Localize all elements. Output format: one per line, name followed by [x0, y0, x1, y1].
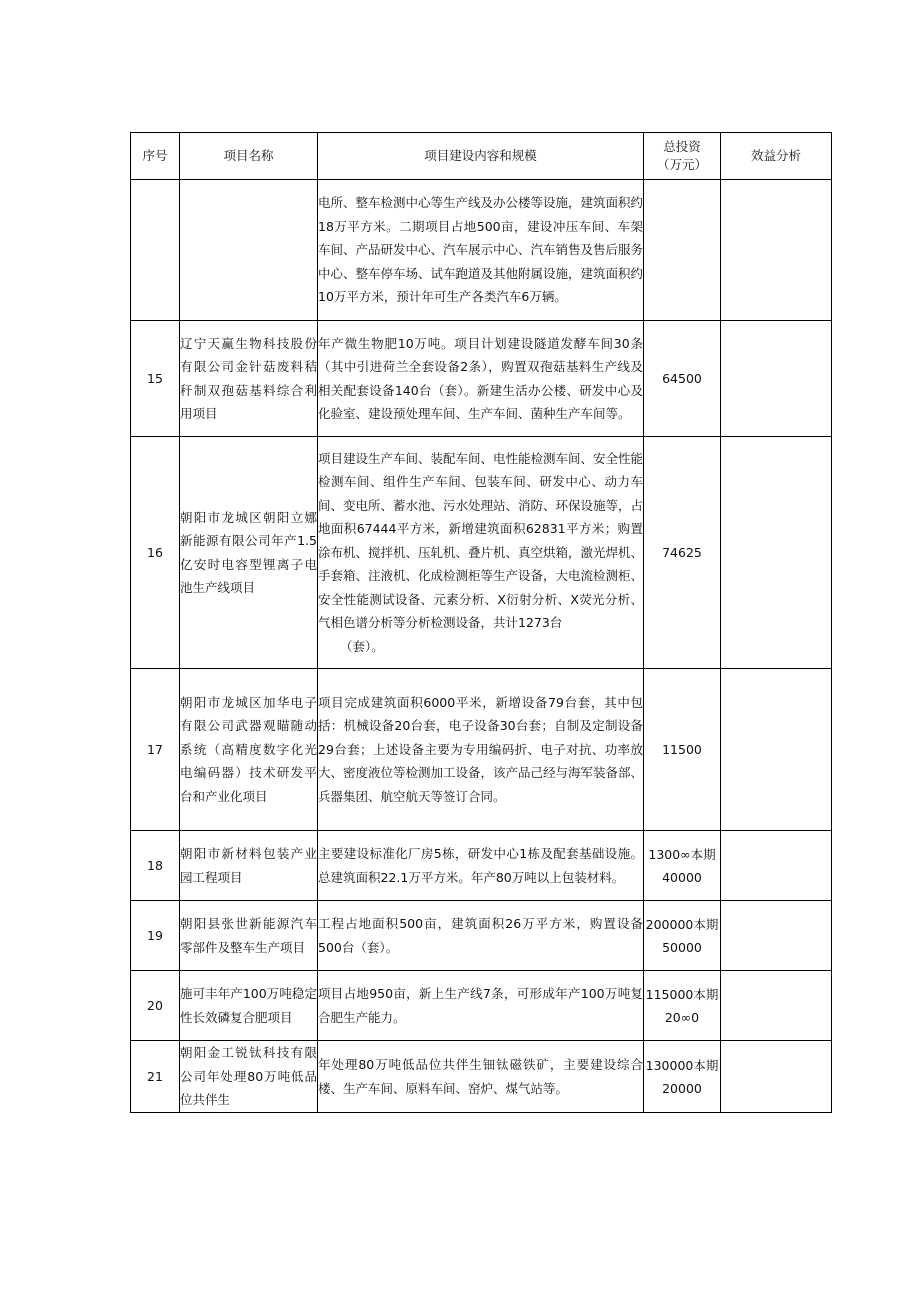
- header-seq: 序号: [131, 133, 180, 180]
- row-investment-total: 200000本期: [645, 916, 719, 932]
- row-content: 工程占地面积500亩，建筑面积26万平方米，购置设备500台（套）。: [318, 901, 644, 971]
- header-benefit: 效益分析: [721, 133, 832, 180]
- table-row: [131, 437, 832, 669]
- header-investment-line2: （万元）: [656, 157, 707, 172]
- row-content-last: （套）。: [340, 638, 384, 654]
- row-seq: 17: [131, 669, 180, 831]
- row-name: [180, 180, 318, 321]
- row-name: 朝阳市龙城区朝阳立娜新能源有限公司年产1.5亿安时电容型锂离子电池生产线项目: [180, 437, 318, 669]
- row-investment-total: 1300∞本期: [648, 846, 716, 862]
- row-benefit: [721, 1041, 832, 1113]
- row-investment: [644, 831, 721, 901]
- header-investment: [644, 133, 721, 180]
- row-seq: 21: [131, 1041, 180, 1113]
- row-content: 电所、整车检测中心等生产线及办公楼等设施，建筑面积约18万平方米。二期项目占地500亩，建设冲压车间、车架车间、产品研发中心、汽车展示中心、汽车销售及售后服务中心、整车停车场、试车跑道及其他附属设施，建筑面积约10万平方米，预计年可生产各类汽车6万辆。: [318, 180, 644, 321]
- row-benefit: [721, 669, 832, 831]
- row-content: 主要建设标准化厂房5栋，研发中心1栋及配套基础设施。总建筑面积22.1万平方米。年产80万吨以上包装材料。: [318, 831, 644, 901]
- table-header-row: [131, 133, 832, 180]
- project-table: [130, 132, 832, 1113]
- row-seq: 18: [131, 831, 180, 901]
- row-name: 朝阳市新材料包装产业园工程项目: [180, 831, 318, 901]
- table-row: [131, 971, 832, 1041]
- row-investment-period: 40000: [662, 869, 702, 885]
- row-investment-total: 64500: [662, 371, 702, 386]
- row-investment-total: 74625: [662, 545, 702, 560]
- row-investment-period: 20∞0: [664, 1009, 700, 1025]
- row-investment-total: 115000本期: [645, 986, 719, 1002]
- table-row: [131, 321, 832, 437]
- row-content: 项目完成建筑面积6000平米，新增设备79台套，其中包括：机械设备20台套，电子设备30台套；自制及定制设备29台套；上述设备主要为专用编码折、电子对抗、功率放大、密度液位等检测加工设备，该产品己经与海军装备部、兵器集团、航空航天等签订合同。: [318, 669, 644, 831]
- row-name: 施可丰年产100万吨稳定性长效磷复合肥项目: [180, 971, 318, 1041]
- header-name: 项目名称: [180, 133, 318, 180]
- row-investment: [644, 901, 721, 971]
- row-benefit: [721, 901, 832, 971]
- row-investment-period: 20000: [662, 1080, 702, 1096]
- row-benefit: [721, 180, 832, 321]
- row-name: 朝阳金工锐钛科技有限公司年处理80万吨低品位共伴生: [180, 1041, 318, 1113]
- row-investment: [644, 437, 721, 669]
- table-row: [131, 1041, 832, 1113]
- row-content: 年处理80万吨低品位共伴生钿钛磁铁矿，主要建设综合楼、生产车间、原料车间、窑炉、煤气站等。: [318, 1041, 644, 1113]
- row-investment: [644, 321, 721, 437]
- row-name: 朝阳县张世新能源汽车零部件及整车生产项目: [180, 901, 318, 971]
- row-seq: 16: [131, 437, 180, 669]
- row-content: [318, 437, 644, 669]
- row-seq: 19: [131, 901, 180, 971]
- row-seq: 15: [131, 321, 180, 437]
- table-row: [131, 831, 832, 901]
- row-benefit: [721, 971, 832, 1041]
- table-row: [131, 901, 832, 971]
- row-name: 朝阳市龙城区加华电子有限公司武器观瞄随动系统（高精度数字化光电编码器）技术研发平台和产业化项目: [180, 669, 318, 831]
- row-benefit: [721, 321, 832, 437]
- row-investment-total: 130000本期: [645, 1057, 719, 1073]
- header-investment-line1: 总投资: [663, 139, 701, 154]
- row-content-main: 项目建设生产车间、装配车间、电性能检测车间、安全性能检测车间、组件生产车间、包装车间、研发中心、动力车间、变电所、蓄水池、污水处理站、消防、环保设施等，占地面积67444平方米，新增建筑面积62831平方米；购置涂布机、搅拌机、压轧机、叠片机、真空烘箱，激光焊机、手套箱、注液机、化成检测柜等生产设备，大电流检测柜、安全性能测试设备、元素分析、X衍射分析、X荧光分析、气相色谱分析等分析检测设备，共计1273台: [318, 450, 644, 631]
- row-investment: [644, 1041, 721, 1113]
- row-investment: [644, 180, 721, 321]
- row-seq: 20: [131, 971, 180, 1041]
- row-benefit: [721, 831, 832, 901]
- row-investment-period: 50000: [662, 939, 702, 955]
- row-seq: [131, 180, 180, 321]
- header-content: 项目建设内容和规模: [318, 133, 644, 180]
- row-investment-total: 11500: [662, 742, 702, 757]
- table-row: [131, 180, 832, 321]
- row-content: 年产微生物肥10万吨。项目计划建设隧道发酵车间30条（其中引进荷兰全套设备2条），购置双孢菇基料生产线及相关配套设备140台（套）。新建生活办公楼、研发中心及化验室、建设预处理车间、生产车间、菌种生产车间等。: [318, 321, 644, 437]
- row-investment: [644, 669, 721, 831]
- table-row: [131, 669, 832, 831]
- row-name: 辽宁天赢生物科技股份有限公司金针菇废料秸秆制双孢菇基料综合利用项目: [180, 321, 318, 437]
- row-investment: [644, 971, 721, 1041]
- row-benefit: [721, 437, 832, 669]
- row-content: 项目占地950亩，新上生产线7条，可形成年产100万吨复合肥生产能力。: [318, 971, 644, 1041]
